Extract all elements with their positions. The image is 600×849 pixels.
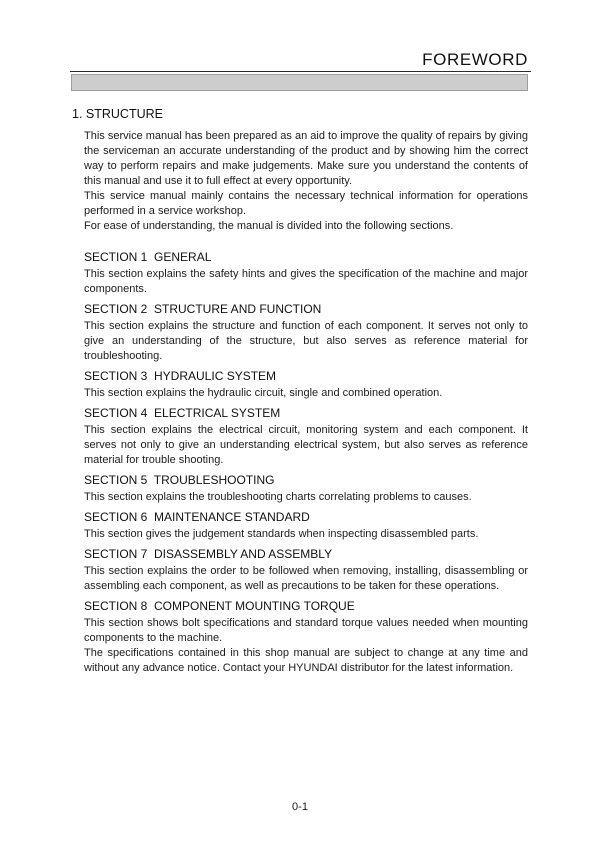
- header-rule: [70, 71, 531, 72]
- intro-paragraph: This service manual has been prepared as an aid to improve the quality of repairs by giving the serviceman an accurate understanding of the product and by showing him the correct way to perform repairs and make judgements. Make sure you understand the contents of this manual and use it to full effect at every opportunity.: [84, 130, 528, 187]
- section-body: This section gives the judgement standards when inspecting disassembled parts.: [84, 528, 479, 540]
- section-block-8: [84, 599, 528, 646]
- section-title: SECTION 1 GENERAL: [84, 250, 212, 264]
- section-block-2: [84, 302, 528, 364]
- section-block-5: [84, 473, 528, 505]
- structure-heading: 1. STRUCTURE: [72, 107, 163, 121]
- section-body: This section explains the hydraulic circuit, single and combined operation.: [84, 387, 443, 399]
- page-number: 0-1: [292, 801, 308, 813]
- section-block-1: [84, 250, 528, 297]
- section-title: SECTION 5 TROUBLESHOOTING: [84, 473, 275, 487]
- section-body: This section shows bolt specifications and standard torque values needed when mounting components to the machine.: [84, 617, 528, 644]
- closing-paragraph: The specifications contained in this shop manual are subject to change at any time and without any advance notice. Contact your HYUNDAI distributor for the latest information.: [84, 647, 528, 674]
- section-title: SECTION 6 MAINTENANCE STANDARD: [84, 510, 310, 524]
- section-title: SECTION 4 ELECTRICAL SYSTEM: [84, 406, 281, 420]
- section-title: SECTION 7 DISASSEMBLY AND ASSEMBLY: [84, 547, 333, 561]
- intro-paragraph: This service manual mainly contains the necessary technical information for operations performed in a service workshop.: [84, 190, 528, 217]
- header-gray-bar: [71, 74, 528, 91]
- page-content: [70, 107, 528, 676]
- section-body: This section explains the order to be followed when removing, installing, disassembling or assembling each component, as well as precautions to be taken for these operations.: [84, 565, 528, 592]
- section-title: SECTION 8 COMPONENT MOUNTING TORQUE: [84, 599, 355, 613]
- section-block-4: [84, 406, 528, 468]
- section-block-3: [84, 369, 528, 401]
- section-block-6: [84, 510, 528, 542]
- page-title: FOREWORD: [422, 50, 528, 69]
- section-block-7: [84, 547, 528, 594]
- section-body: This section explains the safety hints and gives the specification of the machine and major components.: [84, 268, 528, 295]
- section-body: This section explains the troubleshooting charts correlating problems to causes.: [84, 491, 472, 503]
- intro-paragraph: For ease of understanding, the manual is divided into the following sections.: [84, 220, 454, 232]
- section-body: This section explains the electrical circuit, monitoring system and each component. It serves not only to give an understanding electrical system, but also serves as reference material for trouble shooting.: [84, 424, 528, 466]
- intro-block: [84, 129, 528, 234]
- section-title: SECTION 2 STRUCTURE AND FUNCTION: [84, 302, 322, 316]
- section-body: This section explains the structure and function of each component. It serves not only to give an understanding of the structure, but also serves as reference material for troubleshooting.: [84, 320, 528, 362]
- section-title: SECTION 3 HYDRAULIC SYSTEM: [84, 369, 277, 383]
